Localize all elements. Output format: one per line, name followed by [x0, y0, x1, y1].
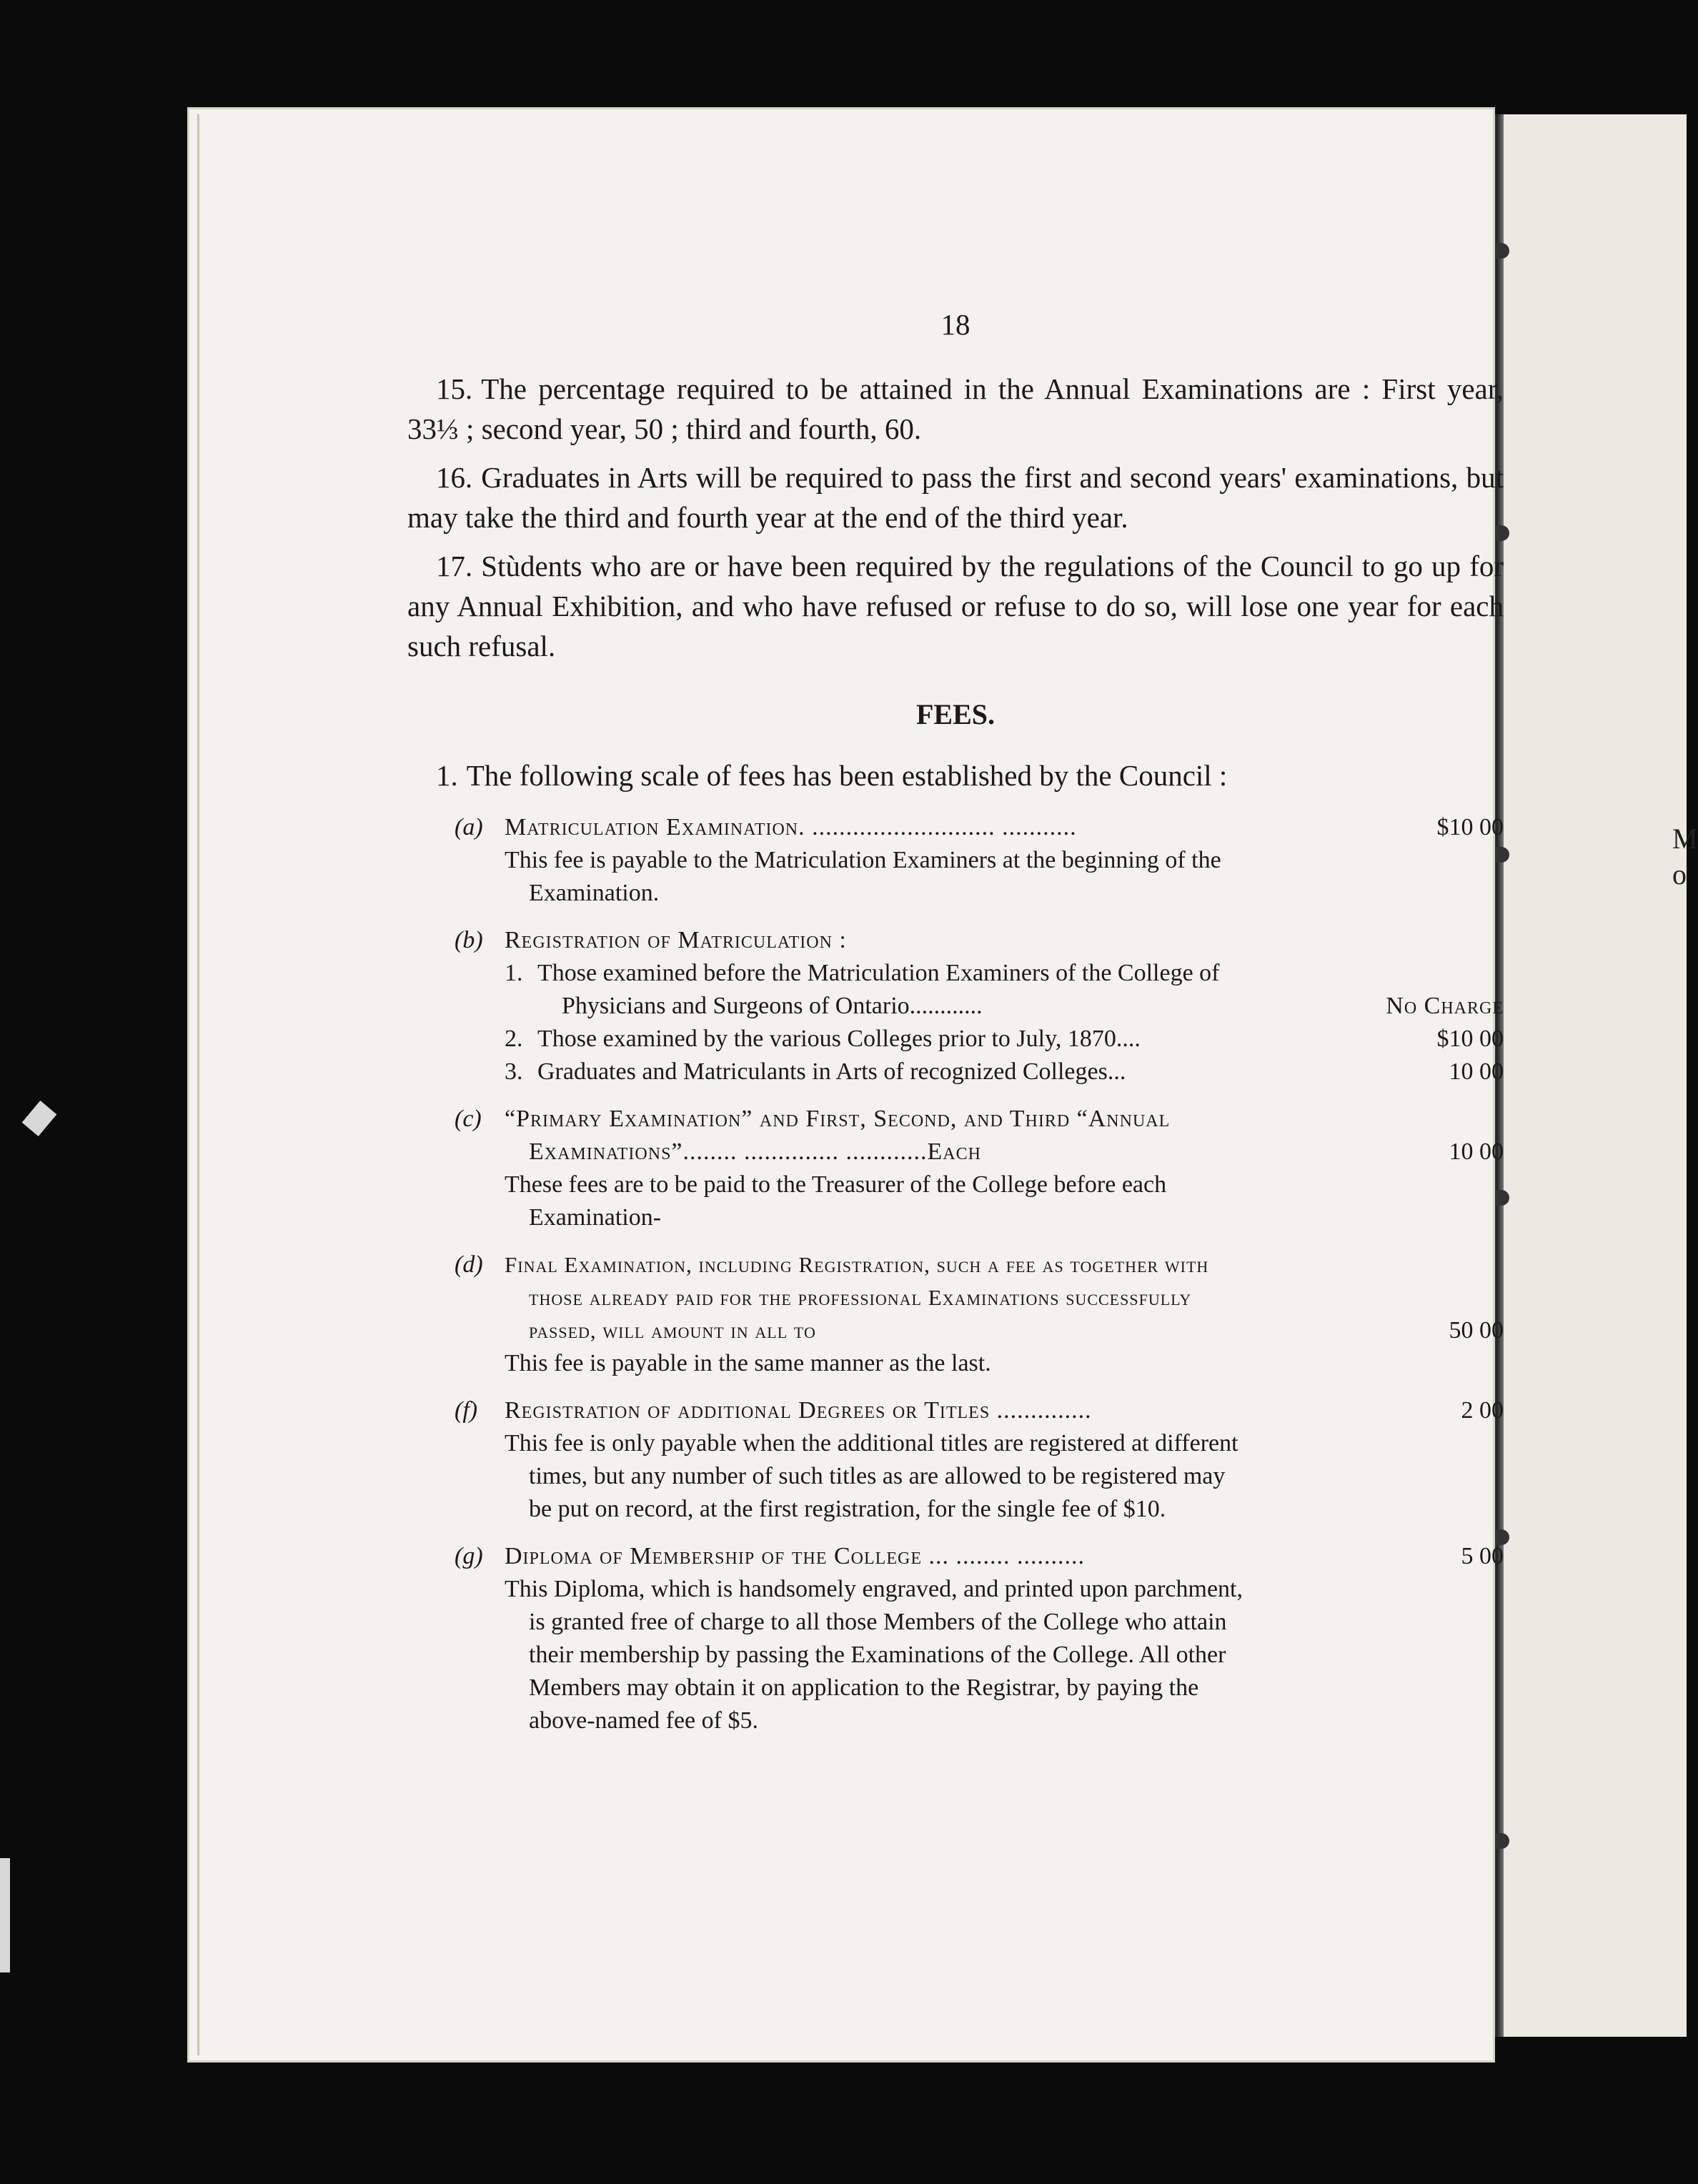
fee-amount: 2 00 [1461, 1397, 1504, 1424]
fees-heading: FEES. [915, 698, 996, 730]
fee-title: “Primary Examination” and First, Second, and Third “Annual Examinations”........ .............. ............Each [505, 1106, 1171, 1165]
paragraph-text: The percentage required to be attained in the Annual Examinations are : First year, 33⅓ ; second year, 50 ; third and fourth, 60. [407, 372, 1504, 445]
fee-amount: $10 00 [1436, 1026, 1504, 1052]
fee-list [407, 811, 1504, 1737]
subitem-text: Those examined before the Matriculation Examiners of the College of Physicians and Surgeons of Ontario............ [537, 960, 1220, 1019]
subitem [505, 1023, 1226, 1056]
page-content [407, 307, 1504, 1752]
subitem-number: 2. [505, 1026, 523, 1052]
paragraph-text: Graduates in Arts will be required to pass the first and second years' examinations, but may take the third and fourth year at the end of the third year. [407, 461, 1504, 534]
fee-title: Diploma of Membership of the College ... ........ .......... [505, 1543, 1085, 1569]
fee-title: Matriculation Examination. ........................... ........... [505, 814, 1077, 840]
paragraph-number: 15. [436, 372, 473, 405]
fee-amount: 5 00 [1461, 1543, 1504, 1569]
paragraph-number: 1. [436, 759, 458, 792]
fee-item-f [407, 1394, 1504, 1526]
fee-row [505, 1249, 1504, 1347]
item-letter: (c) [455, 1106, 482, 1132]
fee-title: Final Examination, including Registration, such a fee as together with those already paid for the professional Examinations successfully passed, will amount in all to [505, 1252, 1209, 1343]
item-letter: (f) [455, 1397, 478, 1424]
subitem-text: Those examined by the various Colleges prior to July, 1870.... [537, 1026, 1141, 1052]
fee-subrow [505, 1023, 1504, 1056]
adjacent-page-fragment: M [1672, 823, 1698, 855]
fee-item-c [407, 1103, 1504, 1234]
adjacent-page [1501, 114, 1698, 2037]
fees-intro [407, 755, 1504, 795]
fee-title: Registration of Matriculation : [505, 927, 847, 953]
scan-speck [22, 1101, 57, 1136]
fee-amount: $10 00 [1436, 814, 1504, 840]
subitem [505, 957, 1305, 1023]
subitem-number: 3. [505, 1058, 523, 1085]
fee-row [505, 1540, 1504, 1573]
subitem-text: Graduates and Matriculants in Arts of recognized Colleges... [537, 1058, 1126, 1085]
book-page [187, 107, 1504, 2063]
paragraph-number: 16. [436, 461, 473, 494]
paragraph-number: 17. [436, 550, 473, 582]
fee-amount: No Charge [1386, 993, 1504, 1019]
subitem-number: 1. [505, 960, 523, 986]
adjacent-page-fragment: o [1672, 858, 1687, 890]
fee-note: These fees are to be paid to the Treasurer of the College before each Examination- [505, 1171, 1167, 1231]
fee-item-g [407, 1540, 1504, 1737]
fee-note: This fee is payable in the same manner as the last. [505, 1350, 991, 1376]
item-letter: (d) [455, 1251, 483, 1278]
paragraph-15 [407, 369, 1504, 449]
fee-item-d [407, 1249, 1504, 1380]
fee-subrow [505, 957, 1504, 1023]
paragraph-text: Stùdents who are or have been required by the regulations of the Council to go up for any Annual Exhibition, and who have refused or refuse to do so, will lose one year for each such refusal. [407, 550, 1504, 662]
fee-title: Registration of additional Degrees or Titles .............. [505, 1397, 1092, 1424]
fee-item-b [407, 924, 1504, 1088]
paragraph-16 [407, 457, 1504, 537]
paragraph-17 [407, 546, 1504, 666]
paragraph-text: The following scale of fees has been established by the Council : [466, 759, 1228, 792]
fee-row [505, 1103, 1504, 1168]
fee-row [505, 1394, 1504, 1427]
page-number: 18 [940, 308, 970, 341]
fee-note: This fee is payable to the Matriculation Examiners at the beginning of the Examination. [505, 847, 1221, 906]
item-letter: (g) [455, 1543, 483, 1569]
subitem [505, 1056, 1226, 1088]
fee-item-a [407, 811, 1504, 910]
fee-subrow [505, 1056, 1504, 1088]
fee-note: This Diploma, which is handsomely engraved, and printed upon parchment, is granted free of charge to all those Members of the College who attain their membership by passing the Examinations of the College. All other Members may obtain it on application to the Registrar, by paying the above-named fee of $5. [505, 1576, 1243, 1734]
fee-amount: 10 00 [1449, 1138, 1504, 1165]
item-letter: (b) [455, 927, 483, 953]
scan-speck [0, 1858, 10, 1972]
fee-row [505, 811, 1504, 844]
fee-note: This fee is only payable when the additional titles are registered at different times, but any number of such titles as are allowed to be registered may be put on record, at the first registration, for the single fee of $10. [505, 1430, 1238, 1522]
item-letter: (a) [455, 814, 483, 840]
fee-amount: 10 00 [1449, 1058, 1504, 1085]
fee-amount: 50 00 [1449, 1317, 1504, 1344]
